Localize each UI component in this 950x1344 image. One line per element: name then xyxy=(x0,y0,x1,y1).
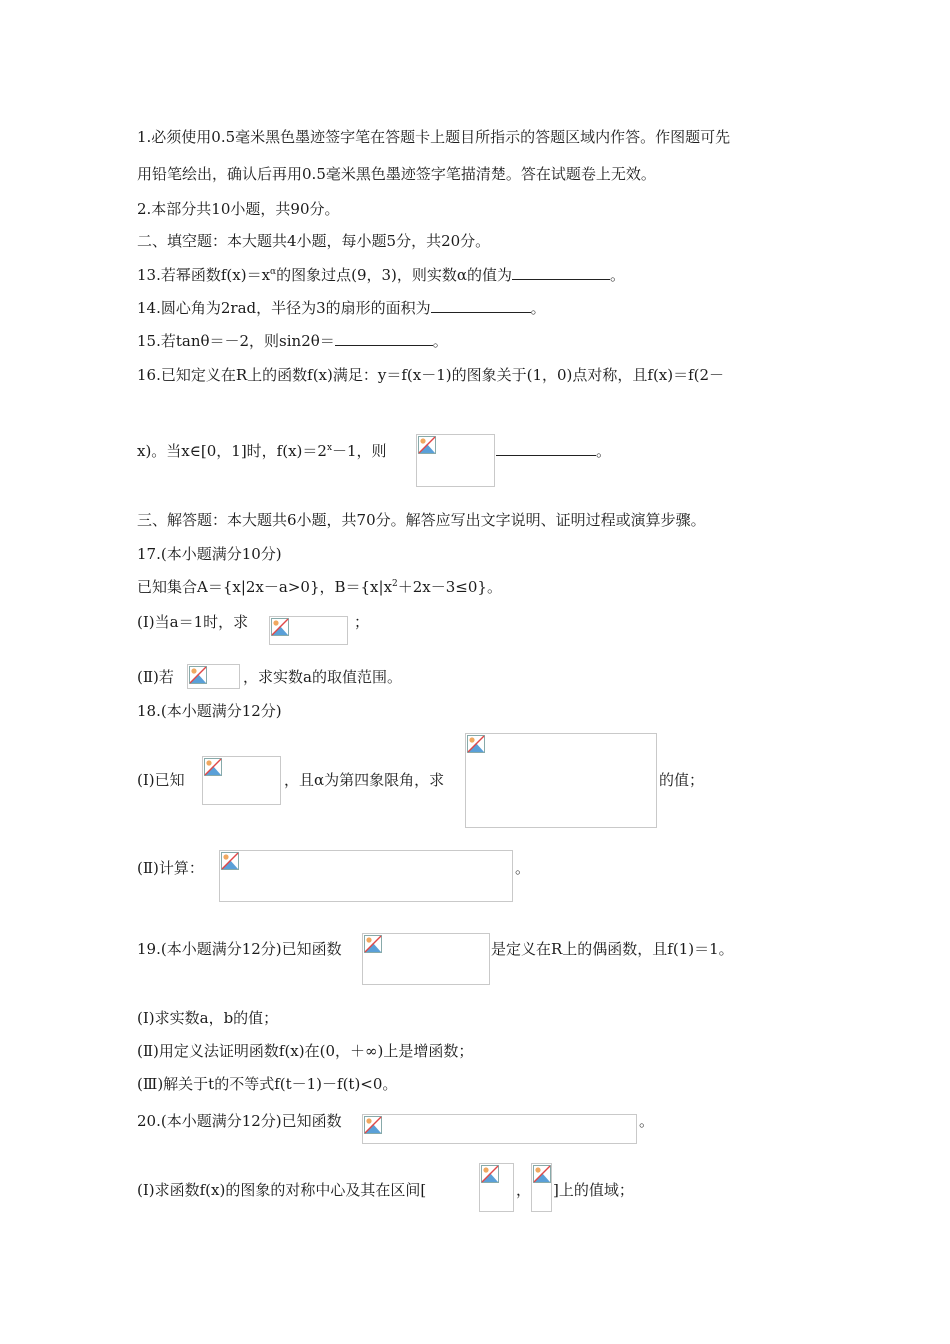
q13-text-2: 的图象过点(9，3)，则实数α的值为 xyxy=(276,266,513,284)
q15-end: 。 xyxy=(432,332,448,350)
q15-text: 15.若tanθ＝－2，则sin2θ＝ xyxy=(137,332,335,350)
formula-image xyxy=(416,434,495,487)
note-1-line-2: 用铅笔绘出，确认后再用0.5毫米黑色墨迹签字笔描清楚。答在试题卷上无效。 xyxy=(137,165,656,183)
question-19-title: 19.(本小题满分12分)已知函数 xyxy=(137,940,342,958)
answer-blank[interactable] xyxy=(431,298,531,313)
q19-part-1: (Ⅰ)求实数a，b的值； xyxy=(137,1009,279,1027)
q18-part-2-label: (Ⅱ)计算： xyxy=(137,859,204,877)
question-17-title: 17.(本小题满分10分) xyxy=(137,545,282,563)
broken-image-icon xyxy=(533,1165,551,1183)
q17-stem-2: ＋2x－3≤0}。 xyxy=(397,578,502,596)
q18-part-1-end: 的值； xyxy=(659,771,705,789)
q17-part-2-text: ，求实数a的取值范围。 xyxy=(243,668,402,686)
note-1-line-1: 1.必须使用0.5毫米黑色墨迹签字笔在答题卡上题目所指示的答题区域内作答。作图题可先 xyxy=(137,128,731,146)
q19-stem-text: 是定义在R上的偶函数，且f(1)＝1。 xyxy=(491,940,734,958)
formula-image xyxy=(479,1163,514,1212)
broken-image-icon xyxy=(271,618,289,636)
q17-part-1-text: (Ⅰ)当a＝1时，求 xyxy=(137,613,249,631)
broken-image-icon xyxy=(418,436,436,454)
question-16-line-1: 16.已知定义在R上的函数f(x)满足：y＝f(x－1)的图象关于(1，0)点对称，且f(x)＝f(2－ xyxy=(137,366,725,384)
question-17-stem xyxy=(137,577,502,597)
q14-text: 14.圆心角为2rad，半径为3的扇形的面积为 xyxy=(137,299,431,317)
q20-comma: ， xyxy=(516,1181,532,1199)
q13-exponent: α xyxy=(270,267,277,277)
q20-part-1-label: (Ⅰ)求函数f(x)的图象的对称中心及其在区间[ xyxy=(137,1181,427,1199)
q16-exponent: x xyxy=(326,443,333,453)
formula-image xyxy=(465,733,657,828)
q17-part-1-end: ； xyxy=(354,613,370,631)
q20-end: 。 xyxy=(639,1112,655,1130)
broken-image-icon xyxy=(364,1116,382,1134)
question-20-title: 20.(本小题满分12分)已知函数 xyxy=(137,1112,342,1130)
formula-image xyxy=(219,850,513,902)
broken-image-icon xyxy=(467,735,485,753)
answer-blank[interactable] xyxy=(512,265,610,280)
q18-part-1-label: (Ⅰ)已知 xyxy=(137,771,185,789)
q18-part-2-end: 。 xyxy=(515,859,531,877)
solve-section-heading: 三、解答题：本大题共6小题，共70分。解答应写出文字说明、证明过程或演算步骤。 xyxy=(137,511,706,529)
q18-part-1-text: ，且α为第四象限角，求 xyxy=(284,771,445,789)
q13-text-1: 13.若幂函数f(x)＝x xyxy=(137,266,271,284)
q20-part-1-text: ]上的值域； xyxy=(553,1181,634,1199)
fill-section-heading: 二、填空题：本大题共4小题，每小题5分，共20分。 xyxy=(137,232,491,250)
q19-part-2: (Ⅱ)用定义法证明函数f(x)在(0，＋∞)上是增函数； xyxy=(137,1042,474,1060)
q13-end: 。 xyxy=(610,266,626,284)
broken-image-icon xyxy=(204,758,222,776)
question-15 xyxy=(137,331,448,351)
q17-stem-1: 已知集合A＝{x|2x－a>0}，B＝{x|x xyxy=(137,578,393,596)
formula-image xyxy=(362,933,490,985)
broken-image-icon xyxy=(189,666,207,684)
answer-blank[interactable] xyxy=(496,441,596,456)
q16-end: 。 xyxy=(596,442,612,460)
q16-answer xyxy=(496,441,611,461)
formula-image xyxy=(187,664,240,689)
q17-part-1 xyxy=(137,612,248,632)
formula-image xyxy=(531,1163,552,1212)
formula-image xyxy=(362,1114,637,1144)
formula-image xyxy=(269,616,348,645)
formula-image xyxy=(202,756,281,805)
question-18-title: 18.(本小题满分12分) xyxy=(137,702,282,720)
q17-exponent: 2 xyxy=(392,579,398,589)
q14-end: 。 xyxy=(530,299,546,317)
question-14 xyxy=(137,298,546,318)
broken-image-icon xyxy=(364,935,382,953)
note-2: 2.本部分共10小题，共90分。 xyxy=(137,200,340,218)
broken-image-icon xyxy=(481,1165,499,1183)
q16-text-1: x)。当x∈[0，1]时，f(x)＝2 xyxy=(137,442,327,460)
question-16-line-2 xyxy=(137,441,387,461)
q16-text-2: －1，则 xyxy=(332,442,387,460)
broken-image-icon xyxy=(221,852,239,870)
question-13 xyxy=(137,265,625,285)
q17-part-2-label: (Ⅱ)若 xyxy=(137,668,174,686)
answer-blank[interactable] xyxy=(335,331,433,346)
q19-part-3: (Ⅲ)解关于t的不等式f(t－1)－f(t)<0。 xyxy=(137,1075,398,1093)
